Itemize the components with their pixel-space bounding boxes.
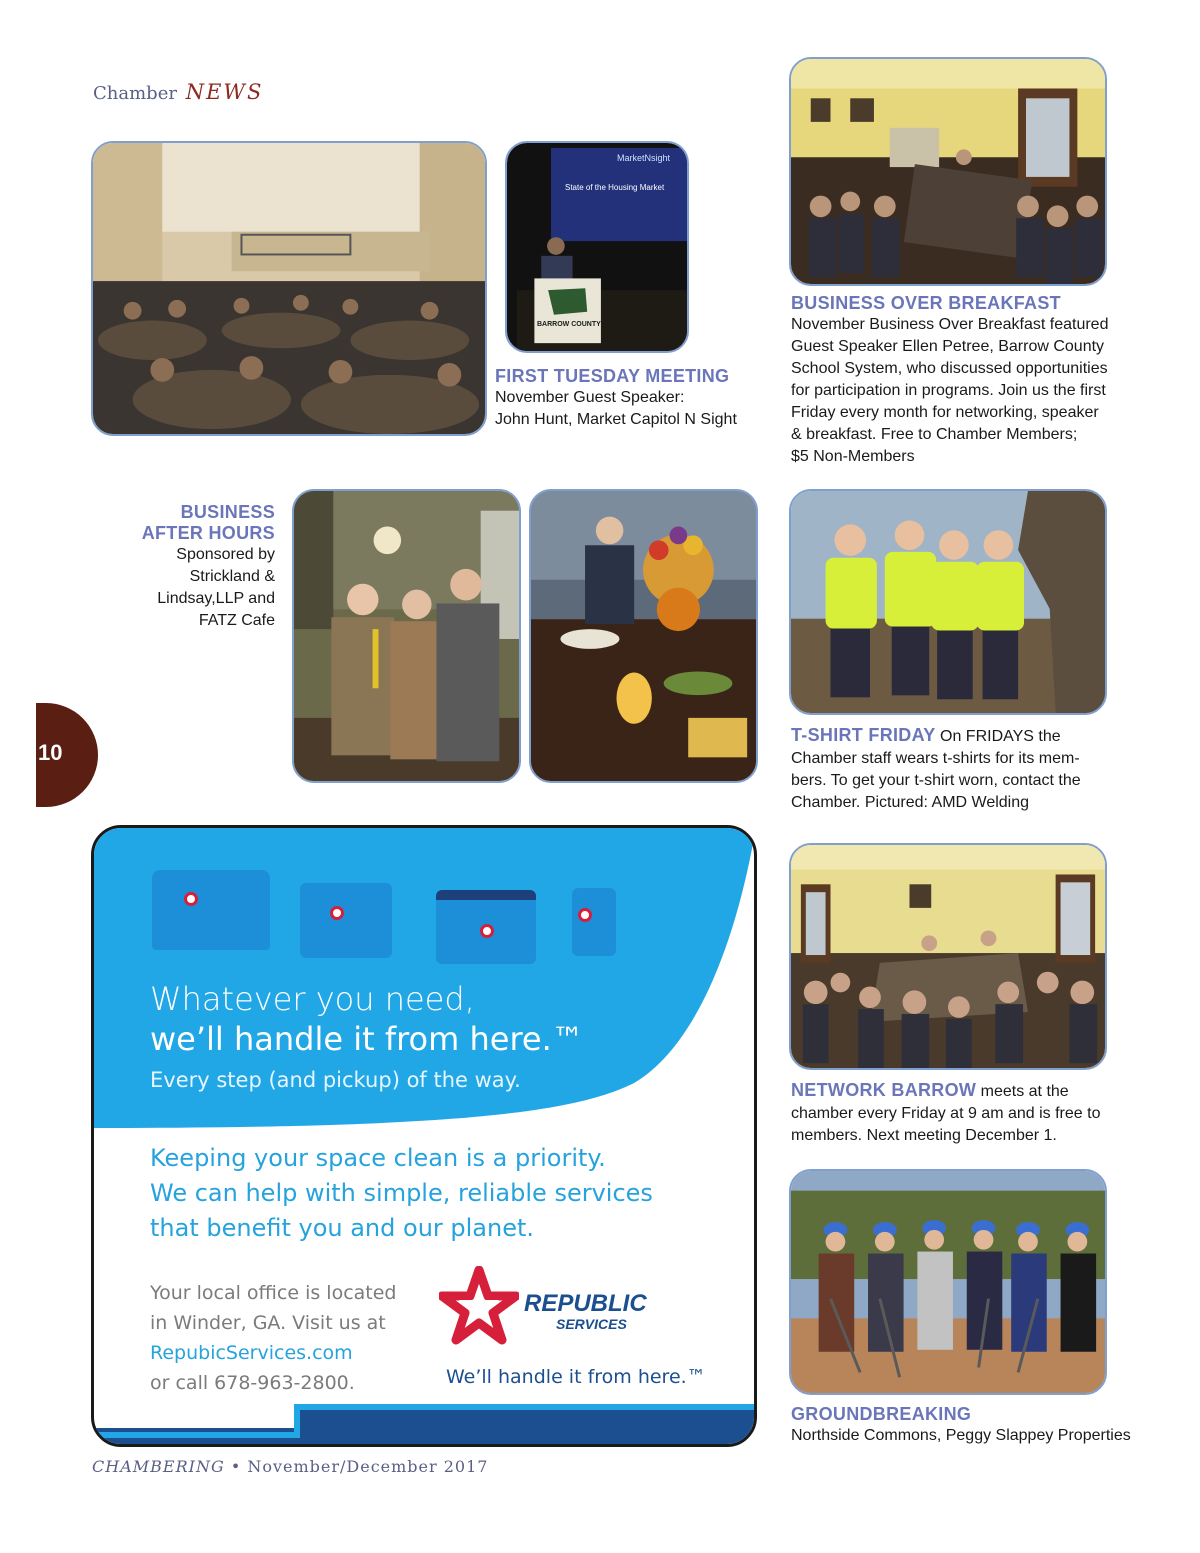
network-line: chamber every Friday at 9 am and is free to bbox=[791, 1105, 1101, 1122]
after-hours-line: FATZ Cafe bbox=[198, 612, 275, 629]
groundbreaking-line: Northside Commons, Peggy Slappey Properties bbox=[791, 1427, 1131, 1444]
ad-headline-2: we’ll handle it from here.™ bbox=[150, 1020, 584, 1058]
podium-text: BARROW COUNTY bbox=[537, 321, 601, 328]
ad-tagline: We’ll handle it from here.™ bbox=[446, 1366, 706, 1388]
ad-body-line: that benefit you and our planet. bbox=[150, 1214, 535, 1242]
rolling-cart bbox=[572, 888, 616, 956]
groundbreaking-heading: GROUNDBREAKING bbox=[791, 1404, 972, 1424]
after-hours-line: Strickland & bbox=[189, 568, 275, 585]
after-hours-line: Lindsay,LLP and bbox=[157, 590, 275, 607]
republic-star-icon bbox=[578, 908, 592, 922]
first-tuesday-line1: November Guest Speaker: bbox=[495, 389, 685, 406]
after-hours-heading-2: AFTER HOURS bbox=[141, 523, 275, 543]
ad-website-link[interactable]: RepubicServices.com bbox=[150, 1342, 353, 1364]
photo-network-barrow bbox=[789, 843, 1107, 1070]
republic-star-icon bbox=[330, 906, 344, 920]
photo-banquet-hall bbox=[91, 141, 487, 436]
tshirt-line: Chamber. Pictured: AMD Welding bbox=[791, 794, 1030, 811]
network-line: meets at the bbox=[980, 1083, 1069, 1100]
republic-brand-sub: SERVICES bbox=[556, 1316, 627, 1332]
tshirt-heading: T-SHIRT FRIDAY bbox=[791, 725, 936, 745]
breakfast-line: & breakfast. Free to Chamber Members; bbox=[791, 426, 1078, 443]
tshirt-line: Chamber staff wears t-shirts for its mem- bbox=[791, 750, 1080, 767]
after-hours-caption bbox=[100, 502, 275, 632]
dumpster-large bbox=[152, 870, 270, 950]
tshirt-line: bers. To get your t-shirt worn, contact the bbox=[791, 772, 1081, 789]
section-title: NEWS bbox=[185, 80, 264, 104]
photo-groundbreaking bbox=[789, 1169, 1107, 1395]
tshirt-caption bbox=[791, 724, 1151, 814]
slide-brand: MarketNsight bbox=[617, 153, 671, 163]
network-heading: NETWORK BARROW bbox=[791, 1080, 977, 1100]
first-tuesday-line2: John Hunt, Market Capitol N Sight bbox=[495, 411, 737, 428]
footer-issue: November/December 2017 bbox=[247, 1457, 489, 1476]
section-label: Chamber bbox=[93, 83, 177, 104]
network-caption bbox=[791, 1079, 1151, 1147]
ad-subhead: Every step (and pickup) of the way. bbox=[150, 1068, 521, 1092]
ad-contact-line: Your local office is located bbox=[150, 1282, 397, 1304]
ad-contact-line: in Winder, GA. Visit us at bbox=[150, 1312, 386, 1334]
first-tuesday-heading: FIRST TUESDAY MEETING bbox=[495, 366, 730, 386]
first-tuesday-caption bbox=[495, 366, 765, 431]
republic-brand: REPUBLIC bbox=[524, 1290, 647, 1317]
photo-tshirt-friday bbox=[789, 489, 1107, 715]
breakfast-line: Friday every month for networking, speaker bbox=[791, 404, 1099, 421]
photo-business-breakfast bbox=[789, 57, 1107, 286]
page-number: 10 bbox=[38, 740, 63, 765]
ad-headline-1: Whatever you need, bbox=[150, 980, 475, 1018]
dumpster-front-load bbox=[300, 883, 392, 958]
breakfast-line: School System, who discussed opportunities bbox=[791, 360, 1108, 377]
republic-star-icon bbox=[480, 924, 494, 938]
tshirt-line: On FRIDAYS the bbox=[940, 728, 1061, 745]
footer-separator: • bbox=[230, 1457, 242, 1476]
ad-contact-line: or call 678-963-2800. bbox=[150, 1372, 355, 1394]
breakfast-line: $5 Non-Members bbox=[791, 448, 915, 465]
republic-star-icon bbox=[184, 892, 198, 906]
footer-publication: CHAMBERING bbox=[92, 1457, 225, 1476]
breakfast-heading: BUSINESS OVER BREAKFAST bbox=[791, 293, 1061, 313]
photo-after-hours-guests bbox=[292, 489, 521, 783]
footer bbox=[92, 1457, 488, 1476]
slide-title: State of the Housing Market bbox=[565, 183, 665, 192]
photo-after-hours-buffet bbox=[529, 489, 758, 783]
section-header bbox=[93, 80, 263, 104]
republic-services-ad bbox=[91, 825, 757, 1447]
breakfast-caption bbox=[791, 293, 1151, 468]
breakfast-line: for participation in programs. Join us the first bbox=[791, 382, 1106, 399]
ad-body-line: We can help with simple, reliable services bbox=[150, 1179, 653, 1207]
groundbreaking-caption bbox=[791, 1404, 1171, 1447]
after-hours-line: Sponsored by bbox=[176, 546, 275, 563]
ad-contact bbox=[150, 1278, 397, 1398]
after-hours-heading-1: BUSINESS bbox=[180, 502, 275, 522]
republic-star-logo-icon bbox=[439, 1266, 519, 1346]
photo-speaker-podium bbox=[505, 141, 689, 353]
breakfast-line: Guest Speaker Ellen Petree, Barrow County bbox=[791, 338, 1105, 355]
breakfast-line: November Business Over Breakfast featured bbox=[791, 316, 1109, 333]
ad-body bbox=[150, 1141, 653, 1246]
ad-body-line: Keeping your space clean is a priority. bbox=[150, 1144, 606, 1172]
network-line: members. Next meeting December 1. bbox=[791, 1127, 1057, 1144]
